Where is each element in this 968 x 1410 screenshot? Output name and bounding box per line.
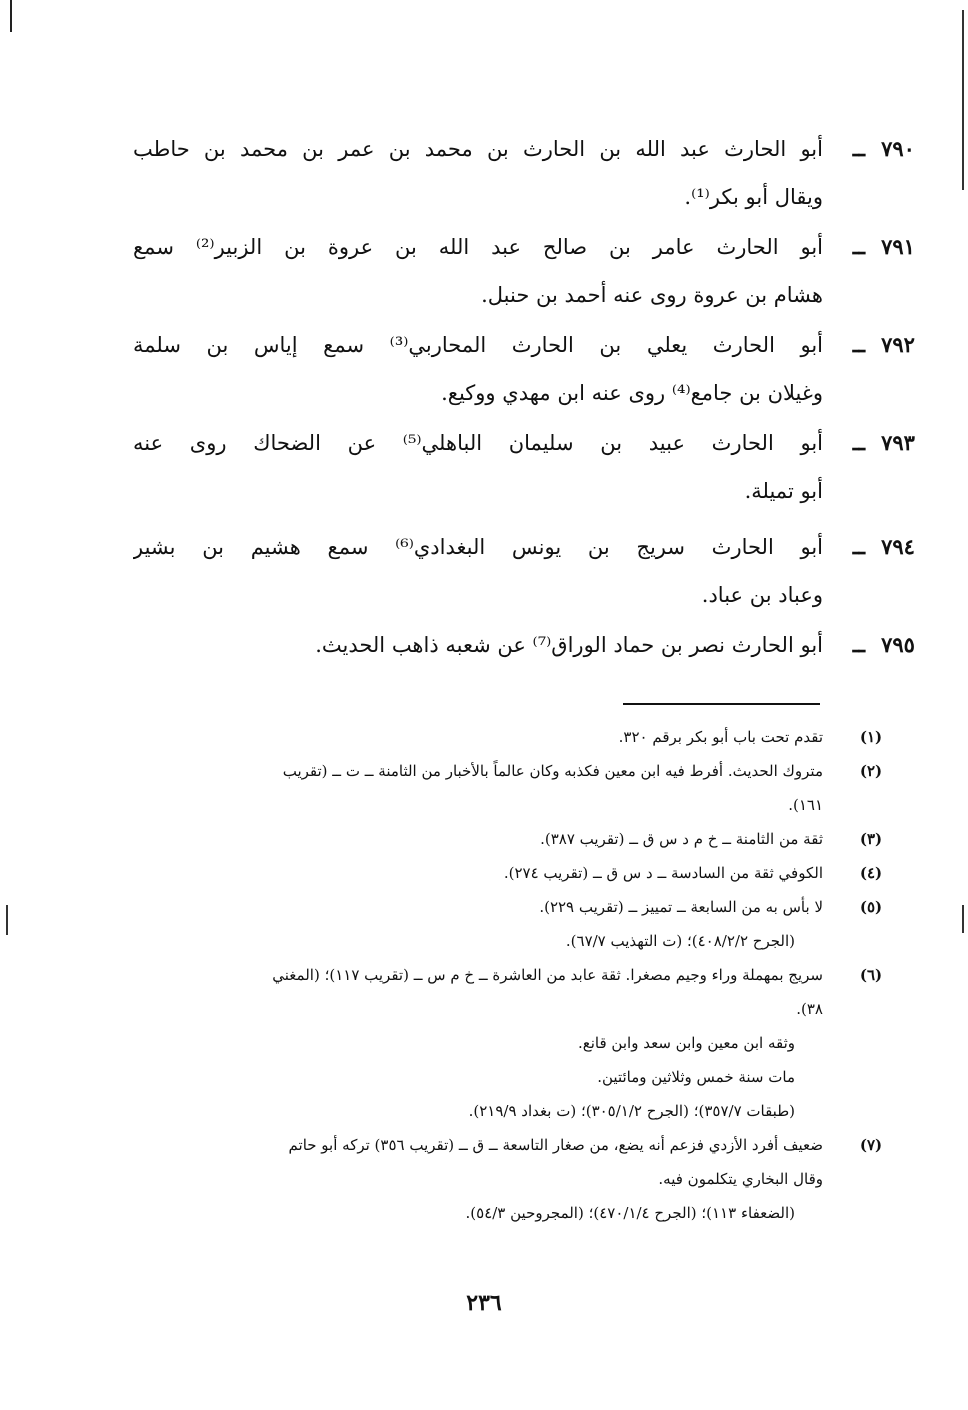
entries-list [133,125,915,681]
footnote-line: مات سنة خمس وثلاثين ومائتين. [597,1068,795,1086]
entry-dash: ــ [852,632,865,657]
footnote-line: لا بأس به من السابعة ــ تمييز ــ (تقريب ٢٢٩). [539,898,823,916]
entry-text-line-2: ويقال أبو بكر⁽¹⁾. [684,185,823,209]
entry-text-line-2: وغيلان بن جامع⁽⁴⁾ روى عنه ابن مهدي ووكيع. [441,381,823,405]
footnote-line: متروك الحديث. أفرط فيه ابن معين فكذبه وكان عالماً بالأخبار من الثامنة ــ ت ــ (تقريب [282,762,823,780]
footnote-label: (٦) [859,966,883,984]
footnote-label: (٥) [859,898,883,916]
entry-dash: ــ [852,430,865,455]
entry-dash: ــ [852,234,865,259]
footnote-label: (١) [859,728,883,746]
entry-text-line-2: وعباد بن عباد. [701,583,823,607]
footnote-7 [123,1128,883,1230]
scan-edge-mark [962,905,964,933]
footnote-line: (طبقات ٣٥٧/٧)؛ (الجرح ٣٠٥/١/٢)؛ (ت بغداد ٢١٩/٩). [468,1102,795,1120]
footnote-3 [123,822,883,856]
entry-dash: ــ [852,136,865,161]
entry-number: ٧٩٥ [881,632,915,657]
scan-edge-mark [962,10,964,190]
footnote-line: (الضعفاء ١١٣)؛ (الجرح ٤٧٠/١/٤)؛ (المجروحين ٥٤/٣). [465,1204,795,1222]
footnote-label: (٧) [859,1136,883,1154]
footnote-5 [123,890,883,958]
footnote-label: (٤) [859,864,883,882]
entry-number: ٧٩٢ [881,332,915,357]
entry-791 [133,223,915,321]
entry-text-line-1: أبو الحارث عبيد بن سليمان الباهلي⁽⁵⁾ عن الضحاك روى عنه [133,431,823,455]
footnote-1 [123,720,883,754]
entry-text-line-1: أبو الحارث يعلي بن الحارث المحاربي⁽³⁾ سمع إياس بن سلمة [133,333,823,357]
entry-793 [133,419,915,523]
footnote-4 [123,856,883,890]
footnote-line: ثقة من الثامنة ــ خ م د س ق ــ (تقريب ٣٨٧). [540,830,823,848]
entry-794 [133,523,915,621]
entry-text-line-1: أبو الحارث نصر بن حماد الوراق⁽⁷⁾ عن شعبه ذاهب الحديث. [315,633,823,657]
footnote-line: تقدم تحت باب أبو بكر برقم ٣٢٠. [618,728,823,746]
footnote-label: (٢) [859,762,883,780]
entry-text-line-2: أبو تميلة. [744,479,823,503]
footnote-divider [623,703,820,705]
entry-number: ٧٩١ [881,234,915,259]
entry-text-line-1: أبو الحارث عامر بن صالح عبد الله بن عروة بن الزبير⁽²⁾ سمع [133,235,823,259]
entry-number: ٧٩٤ [881,534,915,559]
scan-edge-mark [10,0,12,32]
entry-795 [133,621,915,681]
entry-number: ٧٩٠ [881,136,915,161]
footnote-line: ١٦١). [788,796,823,814]
page-number: ٢٣٦ [466,1290,502,1316]
footnote-line: سريج بمهملة وراء وجيم مصغرا. ثقة عابد من العاشرة ــ خ م س ــ (تقريب ١١٧)؛ (المغني [272,966,823,984]
entry-number: ٧٩٣ [881,430,915,455]
entry-792 [133,321,915,419]
footnote-line: ضعيف أفرد الأزدي فزعم أنه يضع، من صغار التاسعة ــ ق ــ (تقريب ٣٥٦) تركه أبو حاتم [288,1136,823,1154]
footnote-line: وقال البخاري يتكلمون فيه. [658,1170,823,1188]
scan-edge-mark [6,905,8,935]
footnote-line: الكوفي ثقة من السادسة ــ د س ق ــ (تقريب ٢٧٤). [503,864,823,882]
footnote-line: (الجرح ٤٠٨/٢/٢)؛ (ت التهذيب ٦٧/٧). [565,932,795,950]
entry-text-line-1: أبو الحارث سريج بن يونس البغدادي⁽⁶⁾ سمع هشيم بن بشير [133,535,823,559]
footnote-label: (٣) [859,830,883,848]
footnote-line: ٣٨). [796,1000,823,1018]
footnote-line: وثقه ابن معين وابن سعد وابن قانع. [578,1034,795,1052]
entry-dash: ــ [852,332,865,357]
footnote-6 [123,958,883,1128]
footnote-2 [123,754,883,822]
entry-text-line-2: هشام بن عروة روى عنه أحمد بن حنبل. [481,283,823,307]
footnotes-list [123,720,883,1230]
entry-dash: ــ [852,534,865,559]
entry-790 [133,125,915,223]
entry-text-line-1: أبو الحارث عبد الله بن الحارث بن محمد بن عمر بن محمد بن حاطب [133,137,823,161]
